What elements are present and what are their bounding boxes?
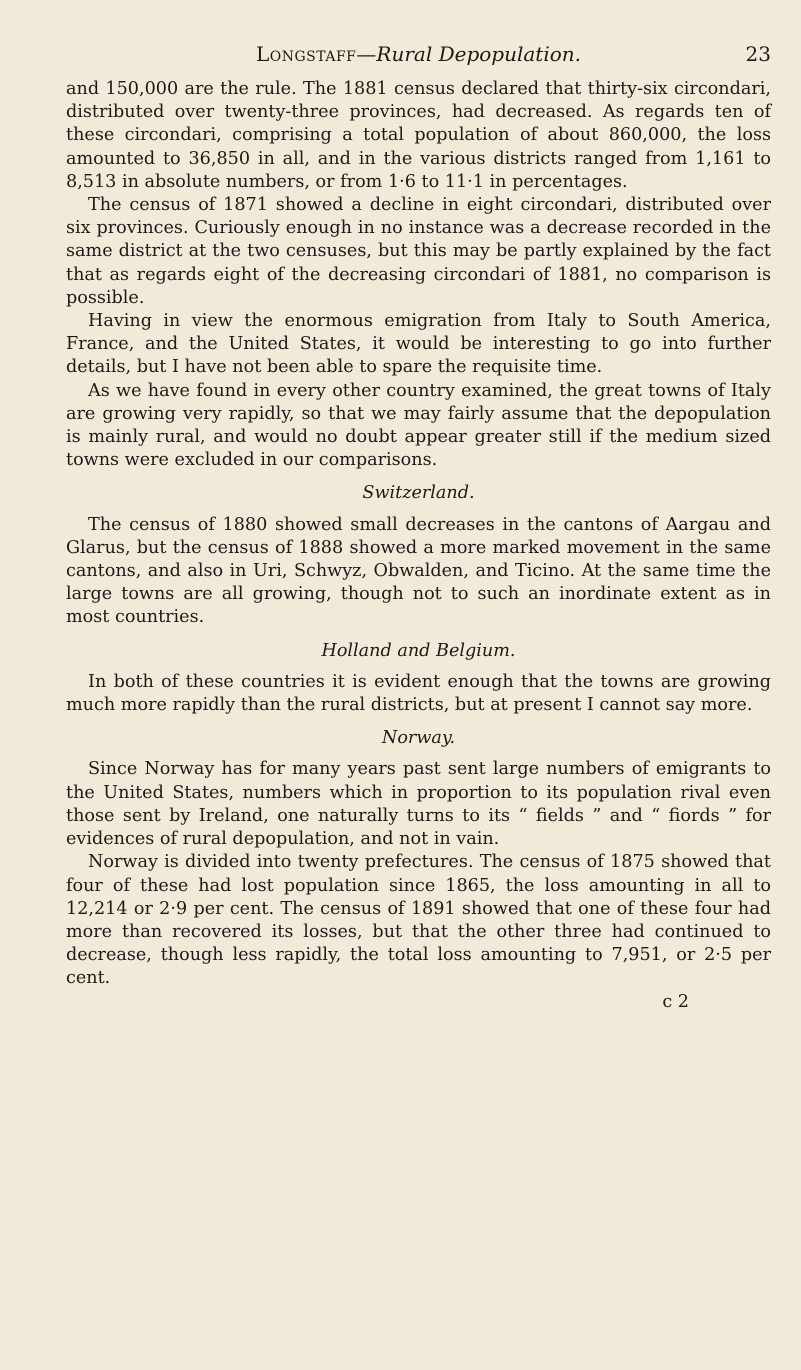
running-head	[66, 40, 771, 68]
body-text	[66, 78, 771, 991]
paragraph-italy-1881: and 150,000 are the rule. The 1881 census declared that thirty-six circondari, distributed over twenty-three provinces, had decreased. As regards ten of these circondari, comprising a total population of about 860,000, the loss amounted to 36,850 in all, and in the various districts ranged from 1,161 to 8,513 in absolute numbers, or from 1·6 to 11·1 in percentages.	[66, 79, 771, 192]
running-head-title: Rural Depopulation.	[376, 42, 581, 66]
paragraph-italy-1871: The census of 1871 showed a decline in eight circondari, distributed over six provinces. Curiously enough in no instance was a decrease recorded in the same district at the two censuses, but this may be partly explained by the fact that as regards eight of the decreasing circondari of 1881, no comparison is possible.	[66, 195, 771, 308]
running-head-separator: —	[356, 42, 377, 66]
section-heading-switzerland: Switzerland.	[362, 483, 475, 504]
signature-mark: c 2	[662, 991, 689, 1012]
paragraph-holland-belgium: In both of these countries it is evident enough that the towns are growing much more rapidly than the rural districts, but at present I cannot say more.	[66, 671, 771, 716]
section-heading-holland-belgium: Holland and Belgium.	[321, 640, 516, 661]
page-number: 23	[745, 42, 771, 66]
section-heading-norway: Norway.	[381, 728, 456, 749]
paragraph-italy-emigration: Having in view the enormous emigration from Italy to South America, France, and the United States, it would be interesting to go into further details, but I have not been able to spare the requisite time.	[66, 311, 771, 378]
paragraph-italy-towns: As we have found in every other country examined, the great towns of Italy are growing very rapidly, so that we may fairly assume that the depopulation is mainly rural, and would no doubt appear greater still if the medium sized towns were excluded in our comparisons.	[66, 380, 771, 471]
paragraph-norway-emigration: Since Norway has for many years past sent large numbers of emigrants to the United States, numbers which in proportion to its population rival even those sent by Ireland, one naturally turns to its “ fields ” and “ fiords ” for evidences of rural depopulation, and not in vain.	[66, 759, 771, 850]
running-head-author: Longstaff	[255, 42, 357, 66]
paragraph-norway-prefectures: Norway is divided into twenty prefectures. The census of 1875 showed that four of these had lost population since 1865, the loss amounting in all to 12,214 or 2·9 per cent. The census of 1891 showed that one of these four had more than recovered its losses, but that the other three had continued to decrease, though less rapidly, the total loss amounting to 7,951, or 2·5 per cent.	[66, 852, 771, 989]
paragraph-switzerland: The census of 1880 showed small decreases in the cantons of Aargau and Glarus, but the census of 1888 showed a more marked movement in the same cantons, and also in Uri, Schwyz, Obwalden, and Ticino. At the same time the large towns are all growing, though not to such an inordinate extent as in most countries.	[66, 514, 771, 628]
